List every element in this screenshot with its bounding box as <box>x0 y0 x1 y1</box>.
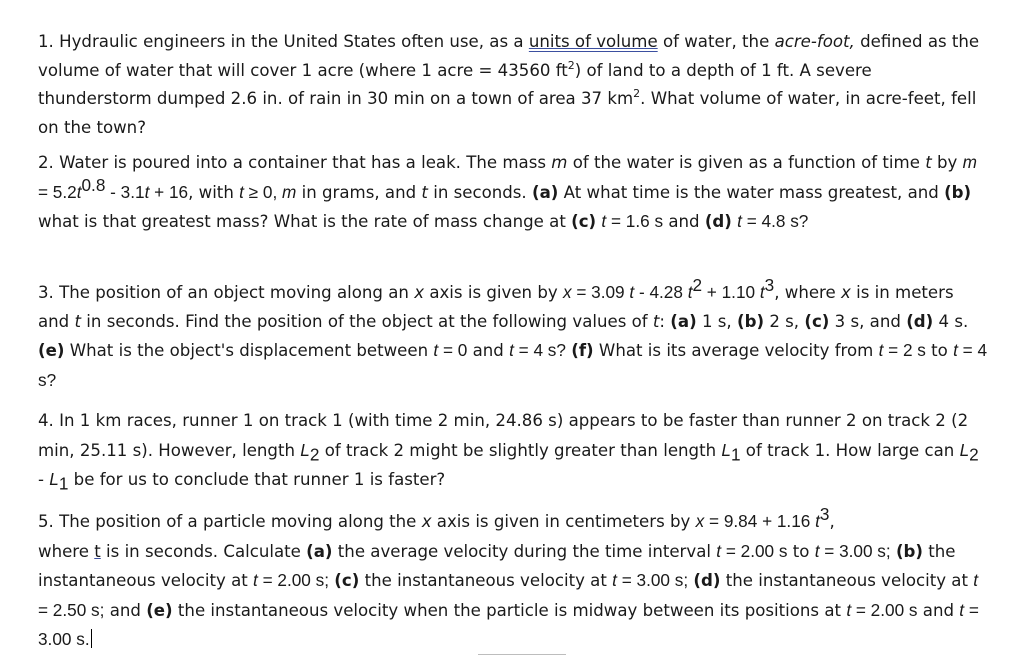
problem-number: 3. <box>38 283 54 302</box>
problem-number: 4. <box>38 411 54 430</box>
text-cursor <box>91 629 92 648</box>
problem-2: 2. Water is poured into a container that has a leak. The mass m of the water is given as a function of time t by $m = 5.2t^{0.8} - 3.1t + 16$, with t ≥ 0, m in grams, and t in seconds. (a) At what time is the water mass greatest, and (b) what is that greatest mass? What is the rate of mass change at (c) t = 1.6 s and (d) t = 4.8 s? <box>38 152 977 231</box>
problem-4: 4. In 1 km races, runner 1 on track 1 (with time 2 min, 24.86 s) appears to be faster than runner 2 on track 2 (2 min, 25.11 s). However, length $L_2$ of track 2 might be slightly greater than length $L_1$ of track 1. How large can $L_2 - L_1$ be for us to conclude that runner 1 is faster? <box>38 411 979 494</box>
problem-5: 5. The position of a particle moving along the x axis is given in centimeters by x = 9.84 + 1.16 $t^3$, where t is in seconds. Calculate (a) the average velocity during the time interval t = 2.00 s to t = 3.00 s; (b) the instantaneous velocity at t = 2.00 s; (c) the instantaneous velocity at t = 3.00 s; (d) the instantaneous velocity at t = 2.50 s; and (e) the instantaneous velocity when the particle is midway between its positions at t = 2.00 s and t = 3.00 s. <box>38 504 979 649</box>
problem-number: 1. <box>38 32 54 51</box>
problem-3: 3. The position of an object moving along an x axis is given by x = 3.09 t - 4.28 $t^2 + 1.10$ $t^3$, where x is in meters and t in seconds. Find the position of the object at the following values of t: (a) 1 s, (b) 2 s, (c) 3 s, and (d) 4 s. (e) What is the object's displacement between t = 0 and t = 4 s? (f) What is its average velocity from t = 2 s to t = 4 s? <box>38 275 988 390</box>
units-of-volume-link[interactable]: units of volume <box>528 32 658 51</box>
problem-1: 1. Hydraulic engineers in the United States often use, as a units of volume of water, the acre-foot, defined as the volume of water that will cover 1 acre (where 1 acre = 43560 $ft^2$) of land to a depth of 1 ft. A severe thunderstorm dumped 2.6 in. of rain in 30 min on a town of area 37 $km^2$. What volume of water, in acre-feet, fell on the town? <box>38 32 980 137</box>
acre-foot-term: acre-foot, <box>774 32 855 51</box>
problem-number: 2. <box>38 153 54 172</box>
bottom-divider <box>478 654 566 655</box>
problem-number: 5. <box>38 512 54 531</box>
t-variable-link[interactable]: t <box>94 541 101 561</box>
